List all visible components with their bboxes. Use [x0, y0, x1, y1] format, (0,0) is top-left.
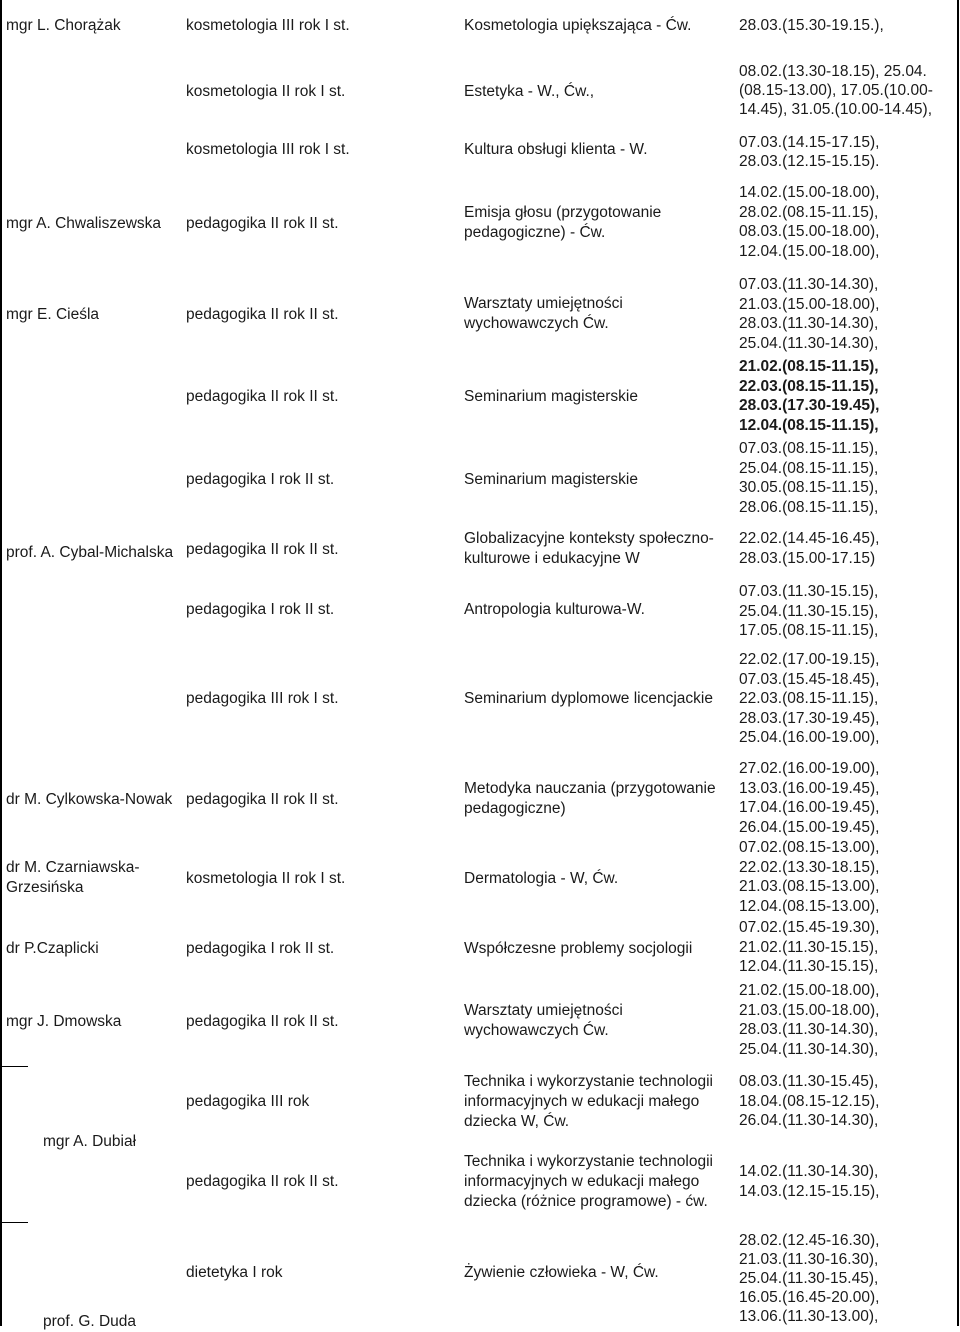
course-cell: Warsztaty umiejętności wychowawczych Ćw. — [464, 1002, 623, 1039]
course-cell: Seminarium magisterskie — [464, 388, 638, 405]
dates-cell: 28.02.(12.45-16.30), 21.03.(11.30-16.30), 25.04.(11.30-15.45), 16.05.(16.45-20.00), 13.06.(11.30-13.00), — [739, 1232, 880, 1325]
row-divider — [0, 1222, 28, 1223]
teacher-cell: mgr J. Dmowska — [6, 1013, 122, 1030]
course-cell: Antropologia kulturowa-W. — [464, 601, 645, 618]
teacher-cell: mgr A. Chwaliszewska — [6, 215, 162, 232]
group-cell: pedagogika I rok II st. — [186, 940, 335, 957]
dates-cell: 27.02.(16.00-19.00), 13.03.(16.00-19.45), 17.04.(16.00-19.45), 26.04.(15.00-19.45), — [739, 760, 880, 836]
group-cell: kosmetologia II rok I st. — [186, 870, 346, 887]
dates-cell: 14.02.(11.30-14.30), 14.03.(12.15-15.15), — [739, 1163, 880, 1200]
group-cell: dietetyka I rok — [186, 1264, 283, 1281]
dates-cell: 14.02.(15.00-18.00), 28.02.(08.15-11.15), 08.03.(15.00-18.00), 12.04.(15.00-18.00), — [739, 184, 880, 260]
course-cell: Dermatologia - W, Ćw. — [464, 870, 619, 887]
group-cell: kosmetologia II rok I st. — [186, 83, 346, 100]
group-cell: pedagogika II rok II st. — [186, 791, 339, 808]
teacher-cell: prof. A. Cybal-Michalska — [6, 544, 174, 561]
group-cell: pedagogika II rok II st. — [186, 1173, 339, 1190]
dates-cell: 21.02.(08.15-11.15), 22.03.(08.15-11.15), 28.03.(17.30-19.45), 12.04.(08.15-11.15), — [739, 358, 880, 434]
teacher-cell: mgr A. Dubiał — [43, 1133, 137, 1150]
group-cell: pedagogika II rok II st. — [186, 215, 339, 232]
dates-cell: 07.03.(11.30-15.15), 25.04.(11.30-15.15), 17.05.(08.15-11.15), — [739, 583, 879, 639]
left-border — [0, 0, 2, 1326]
group-cell: pedagogika III rok I st. — [186, 690, 339, 707]
course-cell: Warsztaty umiejętności wychowawczych Ćw. — [464, 295, 623, 332]
teacher-cell: dr M. Cylkowska-Nowak — [6, 791, 173, 808]
dates-cell: 07.03.(14.15-17.15), 28.03.(12.15-15.15). — [739, 134, 880, 170]
course-cell: Estetyka - W., Ćw., — [464, 83, 595, 100]
teacher-cell: mgr E. Cieśla — [6, 306, 100, 323]
course-cell: Technika i wykorzystanie technologii informacyjnych w edukacji małego dziecka (różnice programowe) - ćw. — [464, 1153, 713, 1210]
course-cell: Seminarium magisterskie — [464, 471, 638, 488]
course-cell: Seminarium dyplomowe licencjackie — [464, 690, 713, 707]
group-cell: pedagogika I rok II st. — [186, 471, 335, 488]
course-cell: Żywienie człowieka - W, Ćw. — [464, 1264, 659, 1281]
group-cell: pedagogika I rok II st. — [186, 601, 335, 618]
teacher-cell: dr P.Czaplicki — [6, 940, 99, 957]
teacher-cell: mgr L. Chorążak — [6, 17, 121, 34]
dates-cell: 21.02.(15.00-18.00), 21.03.(15.00-18.00), 28.03.(11.30-14.30), 25.04.(11.30-14.30), — [739, 982, 880, 1058]
course-cell: Metodyka nauczania (przygotowanie pedagogiczne) — [464, 780, 716, 817]
group-cell: pedagogika II rok II st. — [186, 541, 339, 558]
course-cell: Emisja głosu (przygotowanie pedagogiczne) - Ćw. — [464, 204, 662, 241]
group-cell: pedagogika II rok II st. — [186, 1013, 339, 1030]
row-divider — [0, 1066, 28, 1067]
dates-cell: 22.02.(14.45-16.45), 28.03.(15.00-17.15) — [739, 530, 880, 567]
teacher-cell: dr M. Czarniawska- Grzesińska — [6, 859, 140, 896]
group-cell: kosmetologia III rok I st. — [186, 141, 350, 158]
dates-cell: 07.02.(15.45-19.30), 21.02.(11.30-15.15), 12.04.(11.30-15.15), — [739, 919, 880, 975]
dates-cell: 28.03.(15.30-19.15.), — [739, 17, 884, 34]
course-cell: Technika i wykorzystanie technologii informacyjnych w edukacji małego dziecka W, Ćw. — [464, 1073, 713, 1130]
group-cell: pedagogika II rok II st. — [186, 306, 339, 323]
right-border — [957, 0, 959, 1326]
course-cell: Współczesne problemy socjologii — [464, 940, 693, 957]
group-cell: pedagogika II rok II st. — [186, 388, 339, 405]
dates-cell: 08.03.(11.30-15.45), 18.04.(08.15-12.15), 26.04.(11.30-14.30), — [739, 1073, 880, 1129]
dates-cell: 07.02.(08.15-13.00), 22.02.(13.30-18.15), 21.03.(08.15-13.00), 12.04.(08.15-13.00), — [739, 839, 880, 915]
dates-cell: 22.02.(17.00-19.15), 07.03.(15.45-18.45), 22.03.(08.15-11.15), 28.03.(17.30-19.45), 25.04.(16.00-19.00), — [739, 651, 880, 746]
group-cell: pedagogika III rok — [186, 1093, 310, 1110]
group-cell: kosmetologia III rok I st. — [186, 17, 350, 34]
course-cell: Kosmetologia upiększająca - Ćw. — [464, 17, 692, 34]
course-cell: Kultura obsługi klienta - W. — [464, 141, 648, 158]
dates-cell: 07.03.(11.30-14.30), 21.03.(15.00-18.00), 28.03.(11.30-14.30), 25.04.(11.30-14.30), — [739, 276, 880, 352]
dates-cell: 07.03.(08.15-11.15), 25.04.(08.15-11.15), 30.05.(08.15-11.15), 28.06.(08.15-11.15), — [739, 440, 879, 516]
course-cell: Globalizacyjne konteksty społeczno- kulturowe i edukacyjne W — [464, 530, 714, 567]
teacher-cell: prof. G. Duda — [43, 1313, 137, 1330]
dates-cell: 08.02.(13.30-18.15), 25.04. (08.15-13.00), 17.05.(10.00- 14.45), 31.05.(10.00-14.45), — [739, 63, 933, 118]
